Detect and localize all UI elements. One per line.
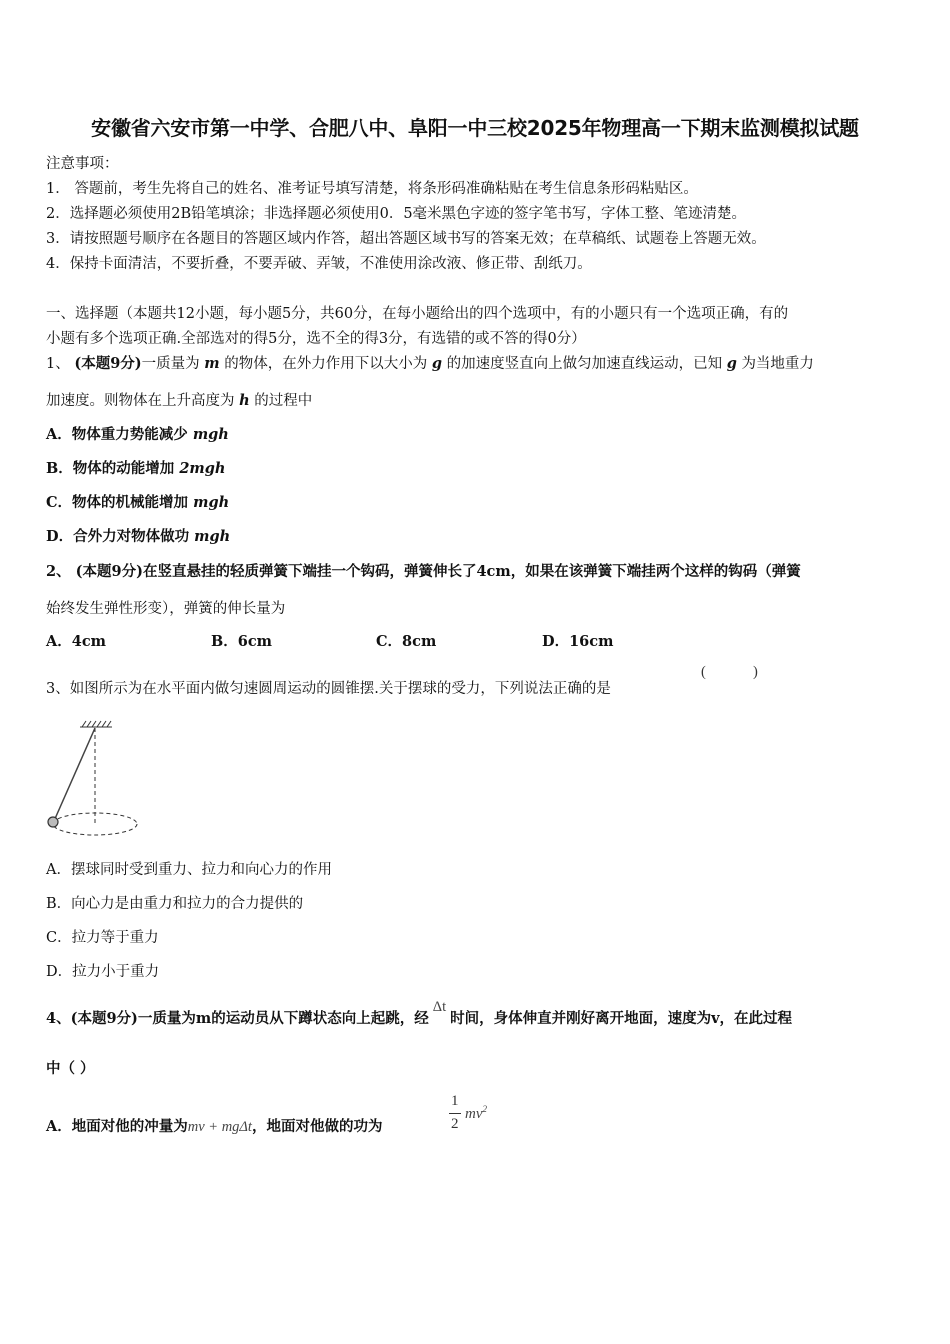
option-math: mv + mgΔt xyxy=(187,1119,252,1135)
q2-option-d[interactable]: D．16cm xyxy=(542,633,614,650)
q2-stem-line2: 始终发生弹性形变），弹簧的伸长量为 xyxy=(46,601,286,617)
math-superscript: 2 xyxy=(482,1104,487,1114)
q3-option-d[interactable]: D．拉力小于重力 xyxy=(46,964,160,980)
q3-answer-paren-close: ) xyxy=(753,664,758,680)
q4-option-a[interactable] xyxy=(46,1115,382,1136)
notice-item: 4．保持卡面清洁，不要折叠，不要弄破、弄皱，不准使用涂改液、修正带、刮纸刀。 xyxy=(46,256,592,272)
q1-text: 一质量为 xyxy=(141,356,200,372)
section-instructions-line2: 小题有多个选项正确.全部选对的得5分，选不全的得3分，有选错的或不答的得0分） xyxy=(46,331,586,347)
page-title: 安徽省六安市第一中学、合肥八中、阜阳一中三校2025年物理高一下期末监测模拟试题 xyxy=(91,116,859,140)
option-math: mgh xyxy=(193,494,230,511)
q1-option-b[interactable] xyxy=(46,457,225,478)
q1-text: 加速度。则物体在上升高度为 xyxy=(46,393,235,409)
option-text: A．物体重力势能减少 xyxy=(46,426,188,443)
q3-option-a[interactable]: A．摆球同时受到重力、拉力和向心力的作用 xyxy=(46,862,332,878)
q4-text: 4、(本题9分)一质量为m的运动员从下蹲状态向上起跳，经 xyxy=(46,1010,429,1027)
option-math xyxy=(465,1104,487,1123)
option-math: 2mgh xyxy=(179,460,226,477)
option-text: C．物体的机械能增加 xyxy=(46,494,189,511)
q1-number: 1、 xyxy=(46,356,70,372)
q3-answer-paren-open: ( xyxy=(701,664,706,680)
option-text: B．物体的动能增加 xyxy=(46,460,175,477)
q4-delta-t: Δt xyxy=(432,999,447,1015)
q4-stem-line1 xyxy=(46,999,793,1028)
notice-item: 2．选择题必须使用2B铅笔填涂；非选择题必须使用0．5毫米黑色字迹的签字笔书写，字体工整、笔迹清楚。 xyxy=(46,206,747,222)
q3-option-c[interactable]: C．拉力等于重力 xyxy=(46,930,159,946)
circular-path-dashed xyxy=(53,813,137,835)
q4-stem-line2: 中（ ） xyxy=(46,1060,95,1077)
q2-options xyxy=(46,630,906,650)
q3-stem: 3、如图所示为在水平面内做匀速圆周运动的圆锥摆.关于摆球的受力，下列说法正确的是 xyxy=(46,681,611,697)
q3-option-b[interactable]: B．向心力是由重力和拉力的合力提供的 xyxy=(46,896,304,912)
q1-var-g: g xyxy=(726,355,737,372)
q1-option-a[interactable] xyxy=(46,423,229,444)
fraction-numerator: 1 xyxy=(451,1093,459,1109)
q2-option-a[interactable]: A．4cm xyxy=(46,633,107,650)
q1-stem-line1 xyxy=(46,352,814,373)
q1-marks: (本题9分) xyxy=(74,355,142,372)
q1-var-m: m xyxy=(204,355,220,372)
q2-option-b[interactable]: B．6cm xyxy=(211,633,273,650)
fraction-denominator: 2 xyxy=(451,1116,459,1132)
pendulum-ball xyxy=(48,817,58,827)
q1-text: 的加速度竖直向上做匀加速直线运动，已知 xyxy=(446,356,723,372)
math-mv: mv xyxy=(465,1106,483,1122)
q2-option-c[interactable]: C．8cm xyxy=(376,633,437,650)
q1-text: 为当地重力 xyxy=(741,356,814,372)
q1-text: 的过程中 xyxy=(254,393,313,409)
pendulum-string xyxy=(54,728,95,821)
fraction-bar xyxy=(449,1113,461,1114)
q2-stem-line1: 2、 (本题9分)在竖直悬挂的轻质弹簧下端挂一个钩码，弹簧伸长了4cm，如果在该弹簧下端挂两个这样的钩码（弹簧 xyxy=(46,563,801,580)
option-math: mgh xyxy=(192,426,229,443)
option-math: mgh xyxy=(194,528,231,545)
notice-heading: 注意事项： xyxy=(46,156,119,172)
option-text: ，地面对他做的功为 xyxy=(251,1118,383,1135)
q1-var-g: g xyxy=(431,355,442,372)
ceiling-hatch xyxy=(80,721,112,727)
q1-text: 的物体，在外力作用下以大小为 xyxy=(224,356,428,372)
q4-text: 时间，身体伸直并刚好离开地面，速度为v，在此过程 xyxy=(450,1010,793,1027)
notice-item: 3．请按照题号顺序在各题目的答题区域内作答，超出答题区域书写的答案无效；在草稿纸、试题卷上答题无效。 xyxy=(46,231,766,247)
option-text: A．地面对他的冲量为 xyxy=(46,1118,188,1135)
notice-item: 1． 答题前，考生先将自己的姓名、准考证号填写清楚，将条形码准确粘贴在考生信息条形码粘贴区。 xyxy=(46,181,698,197)
q1-var-h: h xyxy=(239,392,250,409)
section-instructions-line1: 一、选择题（本题共12小题，每小题5分，共60分，在每小题给出的四个选项中，有的小题只有一个选项正确，有的 xyxy=(46,306,789,322)
q1-stem-line2 xyxy=(46,389,312,410)
option-text: D．合外力对物体做功 xyxy=(46,528,190,545)
q1-option-c[interactable] xyxy=(46,491,229,512)
conical-pendulum-figure xyxy=(44,720,144,840)
q1-option-d[interactable] xyxy=(46,525,230,546)
